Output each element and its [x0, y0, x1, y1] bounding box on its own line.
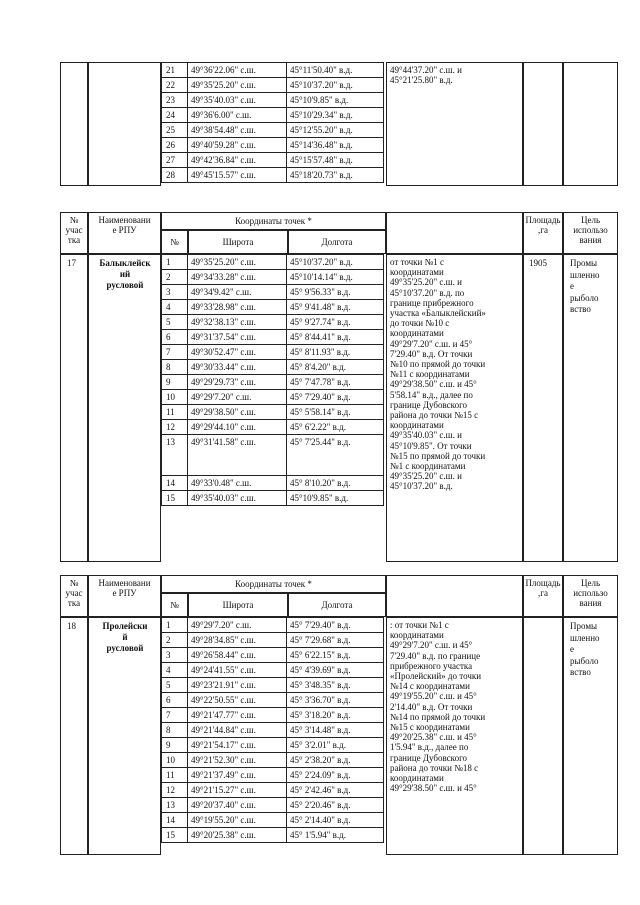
purpose-text: Промы шленно е рыболо вство: [570, 621, 600, 677]
longitude-cell: 45°10'37.20" в.д.: [286, 254, 384, 270]
longitude-cell: 45° 2'38.20" в.д.: [286, 752, 384, 768]
point-number: 25: [161, 122, 188, 138]
latitude-cell: 49°21'54.17" с.ш.: [187, 737, 287, 753]
latitude-cell: 49°33'28.98" с.ш.: [187, 299, 287, 315]
point-number: 6: [161, 692, 188, 708]
point-number: 8: [161, 359, 188, 375]
latitude-cell: 49°36'6.00" с.ш.: [187, 107, 287, 123]
latitude-cell: 49°28'34.85" с.ш.: [187, 632, 287, 648]
header-lon: Долгота: [288, 230, 386, 254]
point-number: 10: [161, 389, 188, 405]
latitude-cell: 49°29'7.20" с.ш.: [187, 617, 287, 633]
point-number: 26: [161, 137, 188, 153]
longitude-cell: 45° 2'20.46" в.д.: [286, 797, 384, 813]
header-lat: Широта: [188, 593, 288, 617]
longitude-cell: 45° 8'4.20" в.д.: [286, 359, 384, 375]
header-area: Площадь ,га: [523, 575, 563, 617]
longitude-cell: 45° 2'24.09" в.д.: [286, 767, 384, 783]
header-lat: Широта: [188, 230, 288, 254]
latitude-cell: 49°24'41.55" с.ш.: [187, 662, 287, 678]
area-value: 1905: [529, 258, 547, 268]
point-number: 2: [161, 632, 188, 648]
empty-num-column: [60, 62, 88, 186]
latitude-cell: 49°42'36.84" с.ш.: [187, 152, 287, 168]
point-number: 15: [161, 490, 188, 506]
section-num: 18: [67, 621, 76, 631]
longitude-cell: 45° 5'58.14" в.д.: [286, 404, 384, 420]
point-number: 1: [161, 617, 188, 633]
latitude-cell: 49°34'9.42" с.ш.: [187, 284, 287, 300]
section-num-cell: [60, 617, 88, 855]
header-coords: Координаты точек *: [161, 575, 386, 593]
longitude-cell: 45° 9'27.74" в.д.: [286, 314, 384, 330]
point-number: 11: [161, 767, 188, 783]
longitude-cell: 45° 2'14.40" в.д.: [286, 812, 384, 828]
header-purpose: Цель использо вания: [563, 212, 618, 254]
point-number: 7: [161, 344, 188, 360]
section-num-cell: [60, 254, 88, 562]
purpose-text: Промы шленно е рыболо вство: [570, 258, 600, 314]
longitude-cell: 45° 2'42.46" в.д.: [286, 782, 384, 798]
longitude-cell: 45° 6'22.15" в.д.: [286, 647, 384, 663]
point-number: 23: [161, 92, 188, 108]
longitude-cell: 45°10'9.85" в.д.: [286, 490, 384, 506]
longitude-cell: 45° 7'29.40" в.д.: [286, 389, 384, 405]
point-number: 27: [161, 152, 188, 168]
latitude-cell: 49°26'58.44" с.ш.: [187, 647, 287, 663]
point-number: 9: [161, 737, 188, 753]
point-number: 4: [161, 662, 188, 678]
latitude-cell: 49°30'52.47" с.ш.: [187, 344, 287, 360]
section-num: 17: [67, 258, 76, 268]
point-number: 13: [161, 434, 188, 476]
longitude-cell: 45°14'36.48" в.д.: [286, 137, 384, 153]
longitude-cell: 45° 4'39.69" в.д.: [286, 662, 384, 678]
point-number: 22: [161, 77, 188, 93]
point-number: 11: [161, 404, 188, 420]
latitude-cell: 49°32'38.13" с.ш.: [187, 314, 287, 330]
longitude-cell: 45°10'14.14" в.д.: [286, 269, 384, 285]
point-number: 14: [161, 812, 188, 828]
header-name: Наименовани е РПУ: [88, 212, 161, 254]
point-number: 8: [161, 722, 188, 738]
point-number: 3: [161, 647, 188, 663]
section-name-cell: [88, 254, 161, 562]
empty-purpose-column: [563, 62, 618, 186]
point-number: 10: [161, 752, 188, 768]
latitude-cell: 49°21'37.49" с.ш.: [187, 767, 287, 783]
longitude-cell: 45°11'50.40" в.д.: [286, 62, 384, 78]
point-number: 7: [161, 707, 188, 723]
header-name: Наименовани е РПУ: [88, 575, 161, 617]
section-name: Пролейски й русловой: [102, 621, 148, 653]
latitude-cell: 49°40'59.28" с.ш.: [187, 137, 287, 153]
description-text: : от точки №1 с координатами 49°29'7.20" с.ш. и 45° 7'29.40" в.д. по границе прибрежного участка «Пролейский» до точки №14 с координатами 49°19'55.20" с.ш. и 45° 2'14.40" в.д. От точки №14 по прямой до точки №15 с координатами 49°20'25.38" с.ш. и 45° 1'5.94" в.д., далее по границе Дубовского района до точки №18 с координатами 49°29'38.50" с.ш. и 45°: [390, 620, 486, 794]
latitude-cell: 49°35'40.03" с.ш.: [187, 490, 287, 506]
empty-name-column: [88, 62, 161, 186]
latitude-cell: 49°29'44.10" с.ш.: [187, 419, 287, 435]
longitude-cell: 45°10'29.34" в.д.: [286, 107, 384, 123]
point-number: 12: [161, 782, 188, 798]
description-text: 49°44'37.20" с.ш. и 45°21'25.80" в.д.: [390, 65, 462, 86]
longitude-cell: 45° 7'29.40" в.д.: [286, 617, 384, 633]
header-purpose: Цель использо вания: [563, 575, 618, 617]
header-coords: Координаты точек *: [161, 212, 386, 230]
point-number: 14: [161, 475, 188, 491]
longitude-cell: 45°12'55.20" в.д.: [286, 122, 384, 138]
header-num: № учас тка: [60, 575, 88, 617]
point-number: 24: [161, 107, 188, 123]
header-point-no: №: [161, 230, 188, 254]
header-num: № учас тка: [60, 212, 88, 254]
longitude-cell: 45°10'37.20" в.д.: [286, 77, 384, 93]
longitude-cell: 45° 6'2.22" в.д.: [286, 419, 384, 435]
longitude-cell: 45°15'57.48" в.д.: [286, 152, 384, 168]
longitude-cell: 45° 3'2.01" в.д.: [286, 737, 384, 753]
point-number: 9: [161, 374, 188, 390]
longitude-cell: 45° 3'48.35" в.д.: [286, 677, 384, 693]
latitude-cell: 49°31'41.58" с.ш.: [187, 434, 287, 476]
point-number: 2: [161, 269, 188, 285]
header-desc-blank: [386, 212, 523, 254]
section-name: Балыклейск ий русловой: [99, 258, 151, 290]
latitude-cell: 49°29'38.50" с.ш.: [187, 404, 287, 420]
point-number: 13: [161, 797, 188, 813]
area-cell: [523, 254, 563, 562]
area-cell: [523, 617, 563, 855]
header-lon: Долгота: [288, 593, 386, 617]
point-number: 4: [161, 299, 188, 315]
latitude-cell: 49°35'40.03" с.ш.: [187, 92, 287, 108]
point-number: 1: [161, 254, 188, 270]
longitude-cell: 45° 3'18.20" в.д.: [286, 707, 384, 723]
latitude-cell: 49°31'37.54" с.ш.: [187, 329, 287, 345]
longitude-cell: 45° 8'10.20" в.д.: [286, 475, 384, 491]
point-number: 5: [161, 314, 188, 330]
latitude-cell: 49°22'50.55" с.ш.: [187, 692, 287, 708]
longitude-cell: 45° 7'47.78" в.д.: [286, 374, 384, 390]
latitude-cell: 49°45'15.57" с.ш.: [187, 167, 287, 183]
description-text: от точки №1 с координатами 49°35'25.20" с.ш. и 45°10'37.20" в.д. по границе прибрежного участка «Балыклейский» до точки №10 с координатами 49°29'7.20" с.ш. и 45° 7'29.40" в.д. От точки №10 по прямой до точки №11 с координатами 49°29'38.50" с.ш. и 45° 5'58.14" в.д., далее по границе Дубовского района до точки №15 с координатами 49°35'40.03" с.ш. и 45°10'9.85". От точки №15 по прямой до точки №1 с координатами 49°35'25.20" с.ш. и 45°10'37.20" в.д.: [390, 257, 486, 492]
empty-area-column: [523, 62, 563, 186]
latitude-cell: 49°20'25.38" с.ш.: [187, 827, 287, 843]
point-number: 21: [161, 62, 188, 78]
point-number: 12: [161, 419, 188, 435]
longitude-cell: 45° 9'41.48" в.д.: [286, 299, 384, 315]
latitude-cell: 49°21'47.77" с.ш.: [187, 707, 287, 723]
latitude-cell: 49°35'25.20" с.ш.: [187, 254, 287, 270]
longitude-cell: 45° 7'29.68" в.д.: [286, 632, 384, 648]
point-number: 5: [161, 677, 188, 693]
longitude-cell: 45° 3'14.48" в.д.: [286, 722, 384, 738]
point-number: 6: [161, 329, 188, 345]
point-number: 28: [161, 167, 188, 183]
latitude-cell: 49°21'15.27" с.ш.: [187, 782, 287, 798]
latitude-cell: 49°33'0.48" с.ш.: [187, 475, 287, 491]
latitude-cell: 49°21'44.84" с.ш.: [187, 722, 287, 738]
latitude-cell: 49°21'52.30" с.ш.: [187, 752, 287, 768]
longitude-cell: 45° 1'5.94" в.д.: [286, 827, 384, 843]
latitude-cell: 49°19'55.20" с.ш.: [187, 812, 287, 828]
latitude-cell: 49°29'29.73" с.ш.: [187, 374, 287, 390]
latitude-cell: 49°23'21.91" с.ш.: [187, 677, 287, 693]
header-desc-blank: [386, 575, 523, 617]
longitude-cell: 45° 8'44.41" в.д.: [286, 329, 384, 345]
longitude-cell: 45° 7'25.44" в.д.: [286, 434, 384, 476]
header-point-no: №: [161, 593, 188, 617]
longitude-cell: 45° 3'36.70" в.д.: [286, 692, 384, 708]
latitude-cell: 49°29'7.20" с.ш.: [187, 389, 287, 405]
longitude-cell: 45° 8'11.93" в.д.: [286, 344, 384, 360]
latitude-cell: 49°36'22.06" с.ш.: [187, 62, 287, 78]
longitude-cell: 45° 9'56.33" в.д.: [286, 284, 384, 300]
latitude-cell: 49°20'37.40" с.ш.: [187, 797, 287, 813]
latitude-cell: 49°35'25.20" с.ш.: [187, 77, 287, 93]
point-number: 15: [161, 827, 188, 843]
latitude-cell: 49°30'33.44" с.ш.: [187, 359, 287, 375]
latitude-cell: 49°34'33.28" с.ш.: [187, 269, 287, 285]
latitude-cell: 49°38'54.48" с.ш.: [187, 122, 287, 138]
longitude-cell: 45°10'9.85" в.д.: [286, 92, 384, 108]
longitude-cell: 45°18'20.73" в.д.: [286, 167, 384, 183]
header-area: Площадь ,га: [523, 212, 563, 254]
point-number: 3: [161, 284, 188, 300]
